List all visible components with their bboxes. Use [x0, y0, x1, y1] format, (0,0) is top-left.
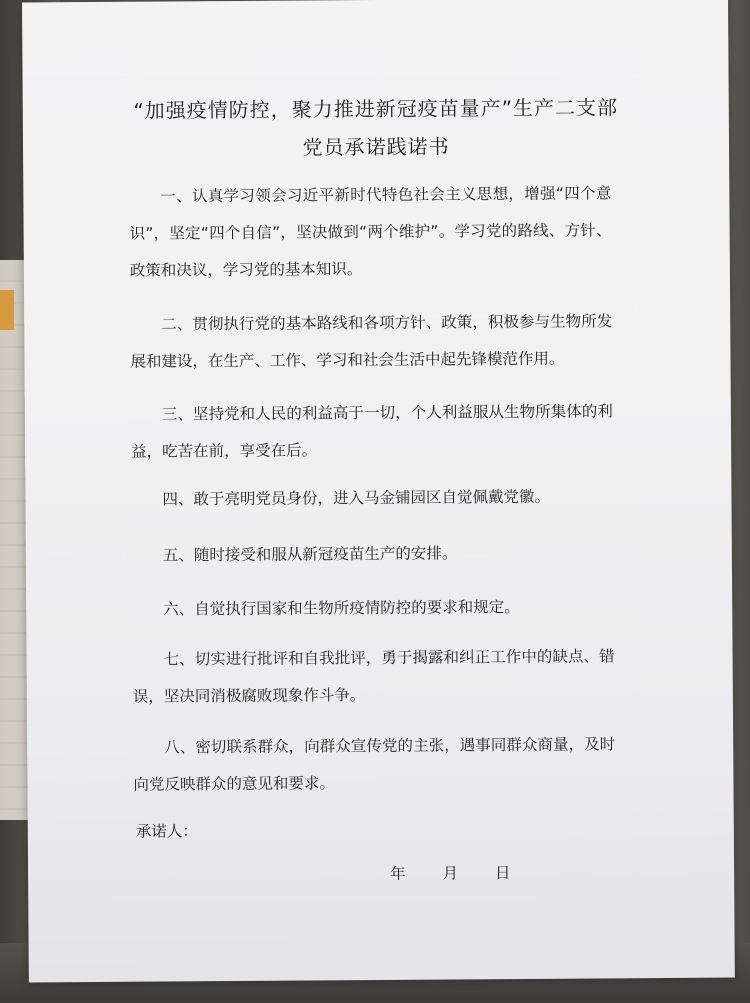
date-row — [390, 861, 511, 884]
pledge-item-8: 八、密切联系群众，向群众宣传党的主张，遇事同群众商量，及时向党反映群众的意见和要求。 — [133, 735, 616, 794]
document-title: “加强疫情防控，聚力推进新冠疫苗量产”生产二支部 — [133, 95, 619, 123]
pledge-item-4: 四、敢于亮明党员身份，进入马金铺园区自觉佩戴党徽。 — [162, 487, 551, 509]
pledge-item-7: 七、切实进行批评和自我批评，勇于揭露和纠正工作中的缺点、错误，坚决同消极腐败现象作斗争。 — [132, 647, 615, 706]
pledge-item-3: 三、坚持党和人民的利益高于一切，个人利益服从生物所集体的利益，吃苦在前，享受在后。 — [131, 402, 613, 461]
pledge-item-1: 一、认真学习领会习近平新时代特色社会主义思想，增强“四个意识”，坚定“四个自信”，坚决做到“两个维护”。学习党的路线、方针、政策和决议，学习党的基本知识。 — [129, 184, 612, 280]
date-month-label: 月 — [442, 864, 459, 883]
notebook-tab — [0, 290, 14, 330]
document-subtitle: 党员承诺践诺书 — [302, 134, 450, 160]
date-year-label: 年 — [390, 864, 406, 883]
date-day-label: 日 — [494, 864, 511, 883]
pledge-item-2: 二、贯彻执行党的基本路线和各项方针、政策，积极参与生物所发展和建设，在生产、工作、学习和社会生活中起先锋模范作用。 — [130, 312, 613, 371]
pledge-item-5: 五、随时接受和服从新冠疫苗生产的安排。 — [162, 544, 458, 565]
pledge-item-6: 六、自觉执行国家和生物所疫情防控的要求和规定。 — [163, 598, 520, 619]
signer-label: 承诺人： — [135, 822, 198, 841]
paper-sheet — [22, 0, 735, 982]
